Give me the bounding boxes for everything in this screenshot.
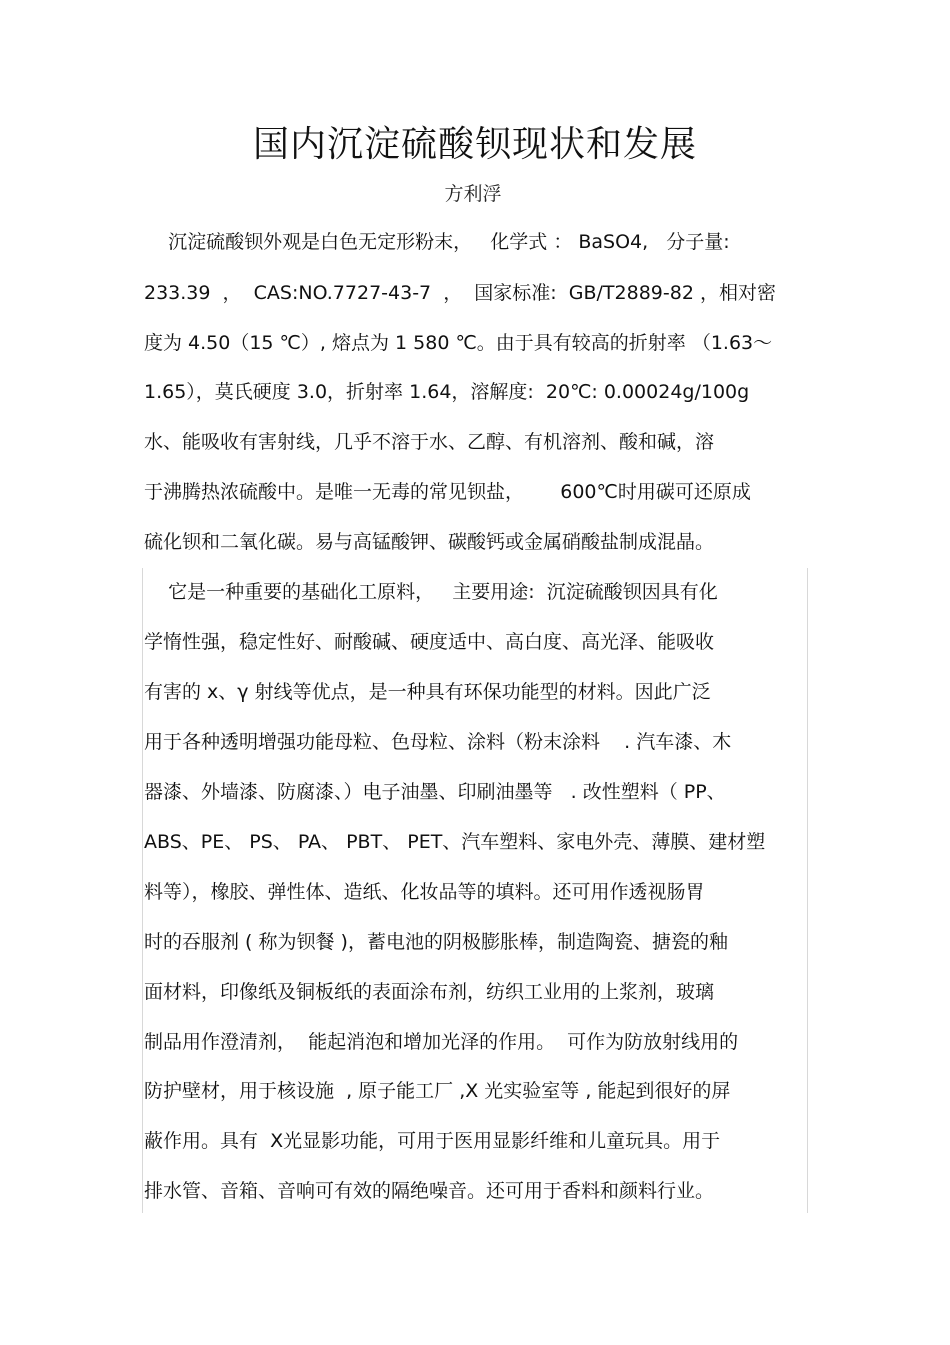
page-title: 国内沉淀硫酸钡现状和发展: [252, 124, 697, 165]
text-line: 时的吞服剂 ( 称为钡餐 )，蓄电池的阴极膨胀棒，制造陶瓷、搪瓷的釉: [144, 931, 728, 953]
frame-border-right: [807, 568, 808, 1213]
text-line: 它是一种重要的基础化工原料， 主要用途: 沉淀硫酸钡因具有化: [144, 581, 718, 603]
text-line: 有害的 x、γ 射线等优点，是一种具有环保功能型的材料。因此广泛: [144, 681, 711, 703]
text-line: 233.39 ， CAS:NO.7727-43-7 ， 国家标准: GB/T2889-82 ，相对密: [144, 282, 776, 304]
text-line: ABS、PE、 PS、 PA、 PBT、 PET、汽车塑料、家电外壳、薄膜、建材塑: [144, 831, 766, 853]
text-line: 沉淀硫酸钡外观是白色无定形粉末， 化学式 ： BaSO4, 分子量:: [144, 231, 730, 253]
text-line: 于沸腾热浓硫酸中。是唯一无毒的常见钡盐， 600℃时用碳可还原成: [144, 481, 751, 503]
text-line: 防护壁材，用于核设施 , 原子能工厂 ,X 光实验室等 , 能起到很好的屏: [144, 1080, 731, 1102]
text-line: 度为 4.50（15 ℃）, 熔点为 1 580 ℃。由于具有较高的折射率 （1.63～: [144, 332, 773, 354]
text-line: 制品用作澄清剂， 能起消泡和增加光泽的作用。 可作为防放射线用的: [144, 1031, 739, 1053]
text-line: 用于各种透明增强功能母粒、色母粒、涂料（粉末涂料 . 汽车漆、木: [144, 731, 732, 753]
frame-border-left: [142, 568, 143, 1213]
text-line: 1.65），莫氏硬度 3.0，折射率 1.64，溶解度: 20℃: 0.00024g/100g: [144, 381, 750, 403]
text-line: 学惰性强，稳定性好、耐酸碱、硬度适中、高白度、高光泽、能吸收: [144, 631, 715, 653]
author-name: 方利浮: [444, 183, 502, 205]
text-line: 料等），橡胶、弹性体、造纸、化妆品等的填料。还可用作透视肠胃: [144, 881, 705, 903]
text-line: 面材料，印像纸及铜板纸的表面涂布剂，纺织工业用的上浆剂，玻璃: [144, 981, 715, 1003]
text-line: 排水管、音箱、音响可有效的隔绝噪音。还可用于香料和颜料行业。: [144, 1180, 715, 1202]
text-line: 器漆、外墙漆、防腐漆、）电子油墨、印刷油墨等 . 改性塑料（ PP、: [144, 781, 726, 803]
text-line: 水、能吸收有害射线，几乎不溶于水、乙醇、有机溶剂、酸和碱，溶: [144, 431, 715, 453]
text-line: 硫化钡和二氧化碳。易与高锰酸钾、碳酸钙或金属硝酸盐制成混晶。: [144, 531, 715, 553]
text-line: 蔽作用。具有 X光显影功能，可用于医用显影纤维和儿童玩具。用于: [144, 1130, 721, 1152]
